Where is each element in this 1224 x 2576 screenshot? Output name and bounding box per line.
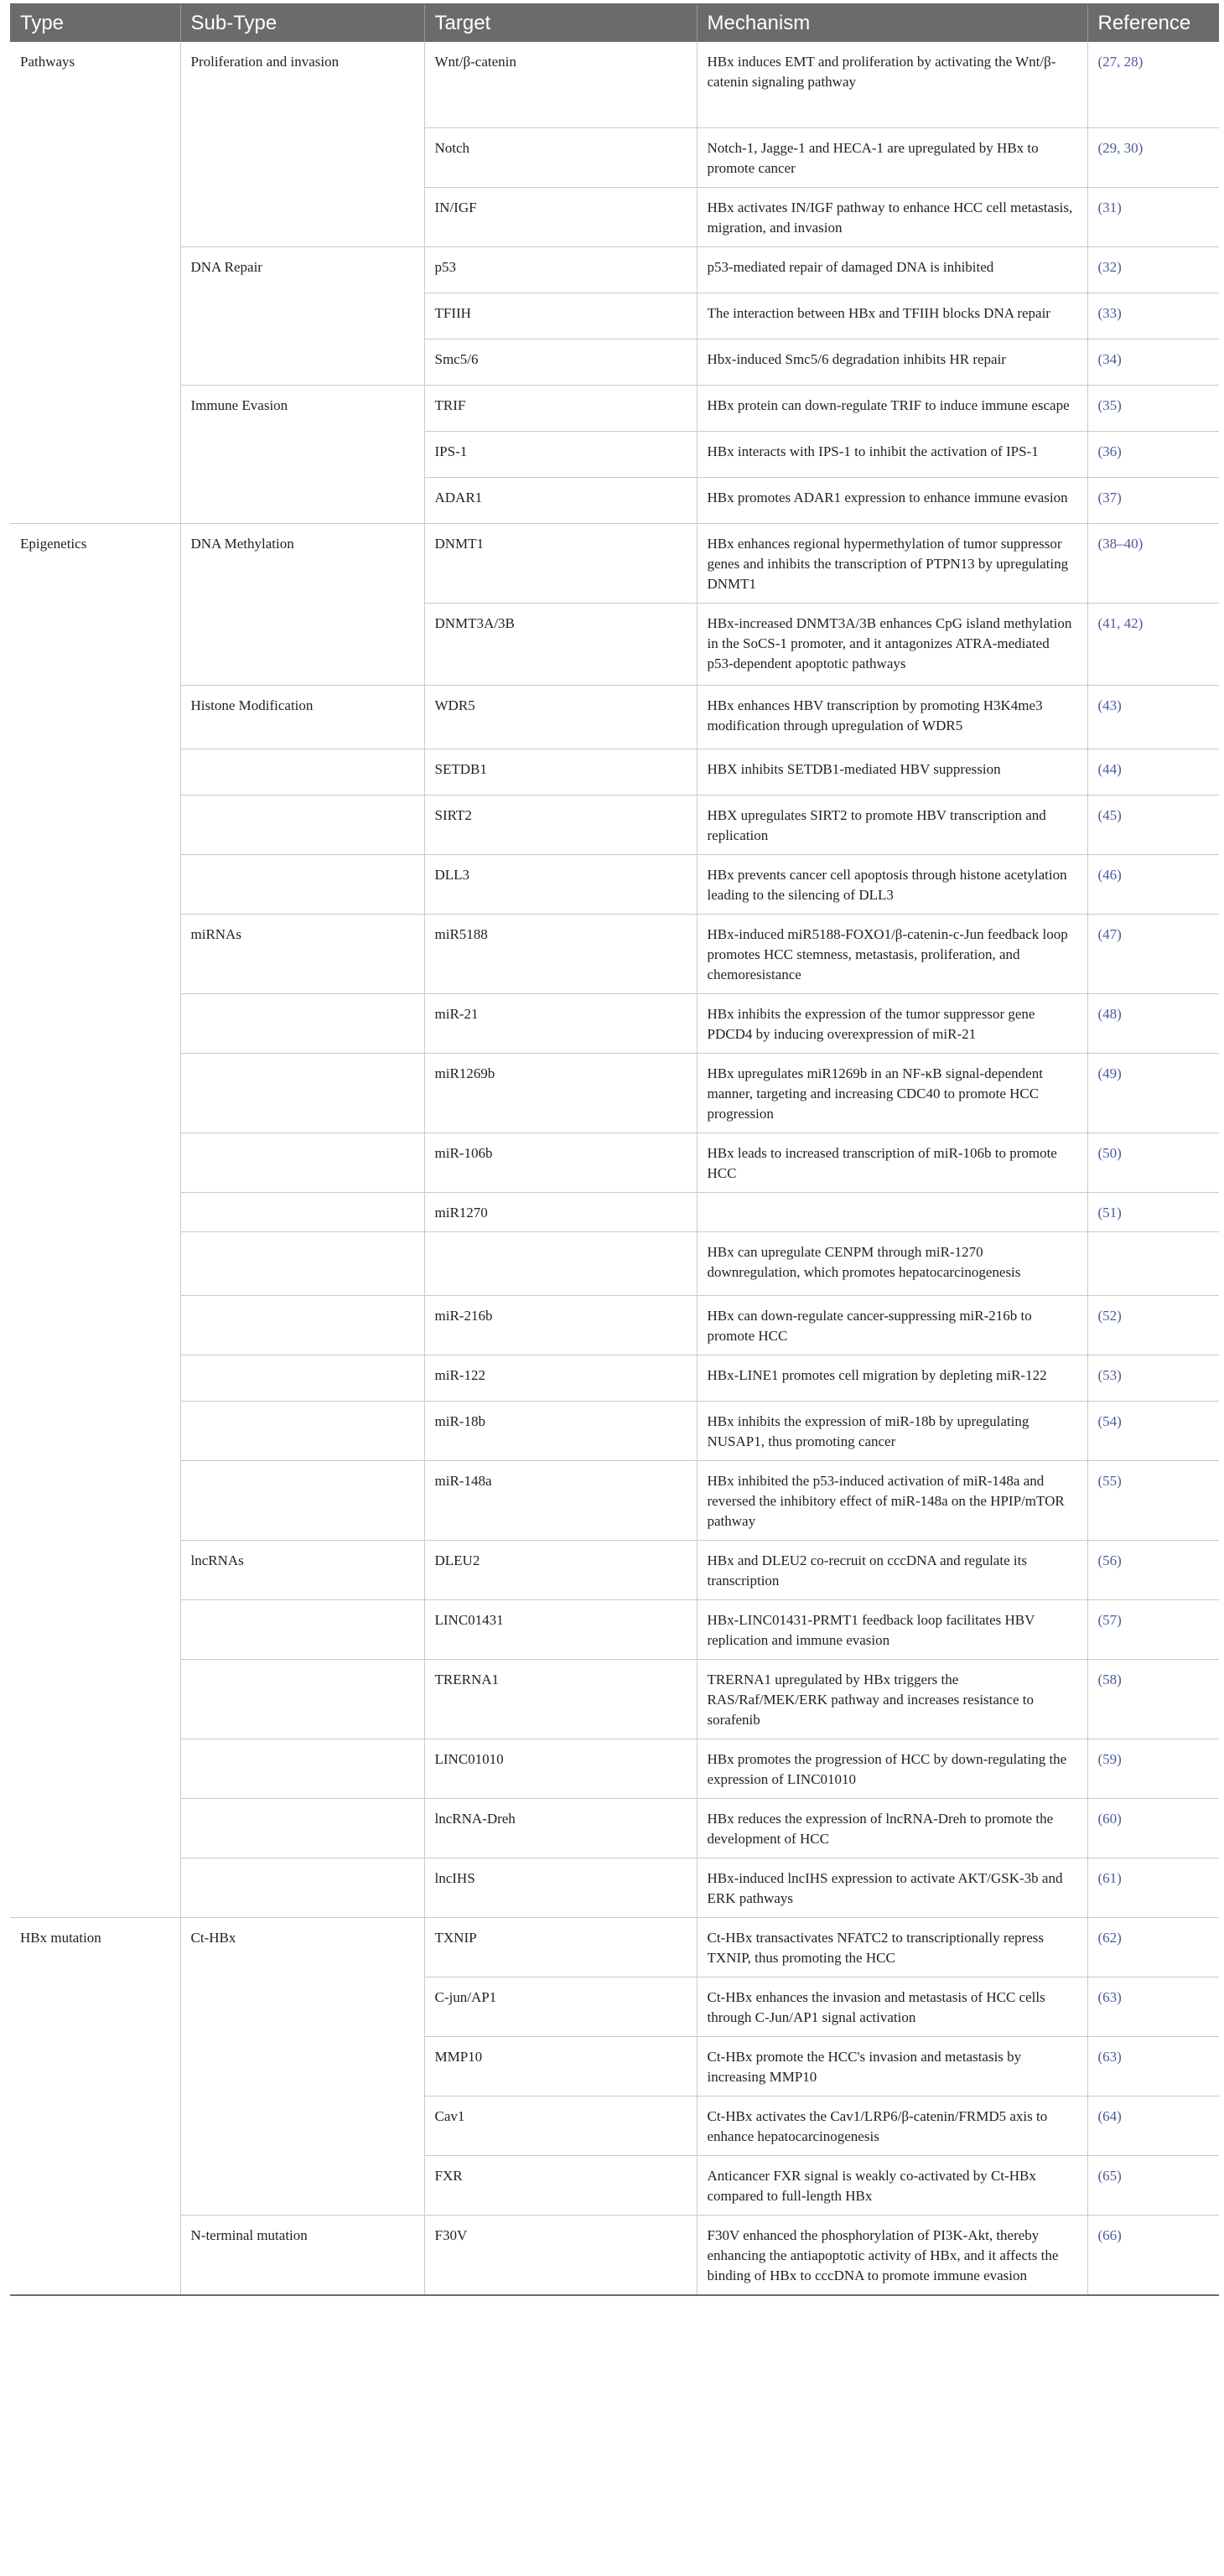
cell-subtype: [180, 854, 424, 914]
cell-target: Cav1: [424, 2096, 697, 2155]
cell-target: IPS-1: [424, 431, 697, 477]
cell-reference[interactable]: (34): [1087, 339, 1219, 385]
cell-reference[interactable]: (45): [1087, 795, 1219, 854]
cell-reference[interactable]: (57): [1087, 1599, 1219, 1659]
cell-subtype: [180, 1295, 424, 1355]
cell-subtype: DNA Repair: [180, 246, 424, 293]
table-row: [10, 1295, 1219, 1355]
cell-subtype: Histone Modification: [180, 685, 424, 749]
cell-target: TRERNA1: [424, 1659, 697, 1739]
table-row: [10, 1460, 1219, 1540]
cell-reference[interactable]: (38–40): [1087, 523, 1219, 603]
cell-reference[interactable]: (27, 28): [1087, 42, 1219, 127]
cell-mechanism: HBx leads to increased transcription of miR-106b to promote HCC: [697, 1133, 1087, 1192]
table-row: [10, 2036, 1219, 2096]
cell-subtype: N-terminal mutation: [180, 2215, 424, 2295]
cell-target: DNMT1: [424, 523, 697, 603]
cell-subtype: Proliferation and invasion: [180, 42, 424, 127]
cell-target: TRIF: [424, 385, 697, 431]
cell-type: [10, 293, 180, 339]
cell-mechanism: HBX inhibits SETDB1-mediated HBV suppression: [697, 749, 1087, 795]
cell-target: miR-18b: [424, 1401, 697, 1460]
cell-target: p53: [424, 246, 697, 293]
cell-type: [10, 1295, 180, 1355]
cell-subtype: [180, 1355, 424, 1401]
table-row: [10, 246, 1219, 293]
cell-mechanism: Hbx-induced Smc5/6 degradation inhibits HR repair: [697, 339, 1087, 385]
cell-type: Pathways: [20, 54, 75, 70]
cell-target: miR-216b: [424, 1295, 697, 1355]
cell-subtype: DNA Methylation: [180, 523, 424, 603]
cell-type: [10, 914, 180, 993]
cell-reference[interactable]: (61): [1087, 1858, 1219, 1917]
cell-reference[interactable]: (59): [1087, 1739, 1219, 1798]
table-row: [10, 1858, 1219, 1917]
cell-mechanism: Ct-HBx enhances the invasion and metastasis of HCC cells through C-Jun/AP1 signal activation: [697, 1977, 1087, 2036]
table-row: [10, 603, 1219, 685]
cell-mechanism: Ct-HBx activates the Cav1/LRP6/β-catenin/FRMD5 axis to enhance hepatocarcinogenesis: [697, 2096, 1087, 2155]
cell-mechanism: HBx protein can down-regulate TRIF to induce immune escape: [697, 385, 1087, 431]
cell-reference: [1087, 1231, 1219, 1295]
cell-mechanism: F30V enhanced the phosphorylation of PI3K-Akt, thereby enhancing the antiapoptotic activity of HBx, and it affects the binding of HBx to cccDNA to promote immune evasion: [697, 2215, 1087, 2295]
cell-type: [10, 431, 180, 477]
cell-target: TFIIH: [424, 293, 697, 339]
table-row: [10, 1659, 1219, 1739]
cell-mechanism: HBx prevents cancer cell apoptosis through histone acetylation leading to the silencing of DLL3: [697, 854, 1087, 914]
cell-mechanism: The interaction between HBx and TFIIH blocks DNA repair: [697, 293, 1087, 339]
cell-type: [10, 1739, 180, 1798]
cell-subtype: Immune Evasion: [180, 385, 424, 431]
cell-type: [10, 1192, 180, 1231]
cell-reference[interactable]: (58): [1087, 1659, 1219, 1739]
cell-reference[interactable]: (41, 42): [1087, 603, 1219, 685]
cell-type: [10, 993, 180, 1053]
cell-reference[interactable]: (54): [1087, 1401, 1219, 1460]
cell-target: SIRT2: [424, 795, 697, 854]
cell-subtype: [180, 1599, 424, 1659]
cell-target: MMP10: [424, 2036, 697, 2096]
cell-subtype: Ct-HBx: [180, 1917, 424, 1977]
cell-subtype: [180, 603, 424, 685]
cell-subtype: [180, 127, 424, 187]
cell-mechanism: Ct-HBx promote the HCC's invasion and metastasis by increasing MMP10: [697, 2036, 1087, 2096]
cell-type: [10, 1355, 180, 1401]
table-row: [10, 431, 1219, 477]
cell-target: ADAR1: [424, 477, 697, 523]
table-row: [10, 1053, 1219, 1133]
cell-type: HBx mutation: [20, 1929, 101, 1946]
cell-type: [10, 385, 180, 431]
cell-target: miR-106b: [424, 1133, 697, 1192]
table-row: [10, 749, 1219, 795]
cell-subtype: [180, 1858, 424, 1917]
cell-mechanism: HBx interacts with IPS-1 to inhibit the activation of IPS-1: [697, 431, 1087, 477]
cell-mechanism: HBx promotes the progression of HCC by down-regulating the expression of LINC01010: [697, 1739, 1087, 1798]
cell-subtype: [180, 339, 424, 385]
cell-reference[interactable]: (29, 30): [1087, 127, 1219, 187]
cell-mechanism: HBx inhibited the p53-induced activation of miR-148a and reversed the inhibitory effect of miR-148a on the HPIP/mTOR pathway: [697, 1460, 1087, 1540]
cell-subtype: [180, 993, 424, 1053]
table-row: [10, 477, 1219, 523]
cell-target: LINC01010: [424, 1739, 697, 1798]
cell-type: Epigenetics: [20, 535, 87, 552]
cell-reference[interactable]: (51): [1087, 1192, 1219, 1231]
cell-type: [10, 1977, 180, 2036]
cell-mechanism: HBx can down-regulate cancer-suppressing miR-216b to promote HCC: [697, 1295, 1087, 1355]
cell-mechanism: HBx upregulates miR1269b in an NF-κB signal-dependent manner, targeting and increasing CDC40 to promote HCC progression: [697, 1053, 1087, 1133]
table-row: [10, 1401, 1219, 1460]
table-row: [10, 1231, 1219, 1295]
cell-mechanism: HBx can upregulate CENPM through miR-1270 downregulation, which promotes hepatocarcinogenesis: [697, 1231, 1087, 1295]
cell-reference[interactable]: (63): [1087, 2036, 1219, 2096]
cell-mechanism: HBx-increased DNMT3A/3B enhances CpG island methylation in the SoCS-1 promoter, and it antagonizes ATRA-mediated p53-dependent apoptotic pathways: [697, 603, 1087, 685]
cell-reference[interactable]: (49): [1087, 1053, 1219, 1133]
cell-mechanism: HBx inhibits the expression of miR-18b by upregulating NUSAP1, thus promoting cancer: [697, 1401, 1087, 1460]
cell-mechanism: Ct-HBx transactivates NFATC2 to transcriptionally repress TXNIP, thus promoting the HCC: [697, 1917, 1087, 1977]
cell-target: C-jun/AP1: [424, 1977, 697, 2036]
cell-reference[interactable]: (55): [1087, 1460, 1219, 1540]
cell-reference[interactable]: (60): [1087, 1798, 1219, 1858]
cell-type: [10, 1540, 180, 1599]
cell-reference[interactable]: (66): [1087, 2215, 1219, 2295]
cell-type: [10, 2215, 180, 2295]
table-row: [10, 1133, 1219, 1192]
cell-reference[interactable]: (62): [1087, 1917, 1219, 1977]
cell-subtype: [180, 2096, 424, 2155]
cell-mechanism: TRERNA1 upregulated by HBx triggers the RAS/Raf/MEK/ERK pathway and increases resistance to sorafenib: [697, 1659, 1087, 1739]
cell-reference[interactable]: (53): [1087, 1355, 1219, 1401]
cell-target: IN/IGF: [424, 187, 697, 246]
cell-type: [10, 1460, 180, 1540]
cell-subtype: [180, 1460, 424, 1540]
cell-type: [10, 127, 180, 187]
cell-subtype: miRNAs: [180, 914, 424, 993]
cell-mechanism: HBx promotes ADAR1 expression to enhance immune evasion: [697, 477, 1087, 523]
cell-subtype: [180, 1401, 424, 1460]
table-row: [10, 1977, 1219, 2036]
cell-reference[interactable]: (56): [1087, 1540, 1219, 1599]
cell-subtype: [180, 2036, 424, 2096]
cell-target: [424, 1231, 697, 1295]
cell-target: miR-21: [424, 993, 697, 1053]
cell-mechanism: HBx-LINC01431-PRMT1 feedback loop facilitates HBV replication and immune evasion: [697, 1599, 1087, 1659]
cell-reference[interactable]: (44): [1087, 749, 1219, 795]
cell-reference[interactable]: (31): [1087, 187, 1219, 246]
cell-mechanism: HBx induces EMT and proliferation by activating the Wnt/β-catenin signaling pathway: [697, 42, 1087, 127]
cell-mechanism: HBx inhibits the expression of the tumor suppressor gene PDCD4 by inducing overexpression of miR-21: [697, 993, 1087, 1053]
cell-type: [10, 246, 180, 293]
cell-target: SETDB1: [424, 749, 697, 795]
cell-mechanism: HBx-LINE1 promotes cell migration by depleting miR-122: [697, 1355, 1087, 1401]
cell-target: Notch: [424, 127, 697, 187]
table-row: [10, 2155, 1219, 2215]
cell-subtype: [180, 477, 424, 523]
cell-reference[interactable]: (33): [1087, 293, 1219, 339]
cell-type: [10, 1231, 180, 1295]
table-row: [10, 385, 1219, 431]
cell-target: DLEU2: [424, 1540, 697, 1599]
header-subtype: Sub-Type: [180, 5, 424, 42]
cell-reference[interactable]: (35): [1087, 385, 1219, 431]
cell-mechanism: [697, 1192, 1087, 1231]
cell-reference[interactable]: (46): [1087, 854, 1219, 914]
cell-subtype: [180, 1133, 424, 1192]
cell-subtype: [180, 795, 424, 854]
table-row: [10, 914, 1219, 993]
cell-subtype: [180, 1977, 424, 2036]
table-header-row: [10, 5, 1219, 42]
cell-type: [10, 2155, 180, 2215]
cell-mechanism: HBx-induced miR5188-FOXO1/β-catenin-c-Jun feedback loop promotes HCC stemness, metastasis, proliferation, and chemoresistance: [697, 914, 1087, 993]
cell-mechanism: HBx enhances HBV transcription by promoting H3K4me3 modification through upregulation of WDR5: [697, 685, 1087, 749]
cell-type: [10, 1133, 180, 1192]
cell-subtype: [180, 1798, 424, 1858]
cell-subtype: [180, 2155, 424, 2215]
table-row: [10, 187, 1219, 246]
header-mechanism: Mechanism: [697, 5, 1087, 42]
table-row: [10, 1355, 1219, 1401]
cell-type: [10, 1659, 180, 1739]
cell-subtype: [180, 187, 424, 246]
cell-reference[interactable]: (52): [1087, 1295, 1219, 1355]
table-row: [10, 1739, 1219, 1798]
cell-type: [10, 603, 180, 685]
cell-mechanism: HBx reduces the expression of lncRNA-Dreh to promote the development of HCC: [697, 1798, 1087, 1858]
table-row: [10, 42, 1219, 127]
cell-target: F30V: [424, 2215, 697, 2295]
table-row: [10, 1540, 1219, 1599]
cell-subtype: [180, 1231, 424, 1295]
cell-type: [10, 339, 180, 385]
cell-subtype: [180, 1192, 424, 1231]
table-row: [10, 993, 1219, 1053]
cell-type: [10, 685, 180, 749]
cell-mechanism: HBX upregulates SIRT2 to promote HBV transcription and replication: [697, 795, 1087, 854]
cell-type: [10, 2036, 180, 2096]
cell-target: miR-122: [424, 1355, 697, 1401]
cell-type: [10, 749, 180, 795]
cell-mechanism: HBx and DLEU2 co-recruit on cccDNA and regulate its transcription: [697, 1540, 1087, 1599]
cell-reference[interactable]: (47): [1087, 914, 1219, 993]
cell-reference[interactable]: (63): [1087, 1977, 1219, 2036]
table-row: [10, 1192, 1219, 1231]
data-table: [10, 5, 1219, 2296]
cell-subtype: lncRNAs: [180, 1540, 424, 1599]
cell-type: [10, 187, 180, 246]
cell-type: [10, 795, 180, 854]
cell-subtype: [180, 749, 424, 795]
cell-reference[interactable]: (64): [1087, 2096, 1219, 2155]
cell-target: lncRNA-Dreh: [424, 1798, 697, 1858]
cell-reference[interactable]: (36): [1087, 431, 1219, 477]
cell-target: FXR: [424, 2155, 697, 2215]
cell-type: [10, 854, 180, 914]
table-row: [10, 1798, 1219, 1858]
cell-mechanism: Notch-1, Jagge-1 and HECA-1 are upregulated by HBx to promote cancer: [697, 127, 1087, 187]
cell-target: Smc5/6: [424, 339, 697, 385]
cell-type: [10, 1858, 180, 1917]
table-row: [10, 1917, 1219, 1977]
cell-type: [10, 1798, 180, 1858]
table-row: [10, 854, 1219, 914]
table-row: [10, 685, 1219, 749]
cell-reference[interactable]: (37): [1087, 477, 1219, 523]
header-target: Target: [424, 5, 697, 42]
cell-reference[interactable]: (65): [1087, 2155, 1219, 2215]
cell-mechanism: HBx activates IN/IGF pathway to enhance HCC cell metastasis, migration, and invasion: [697, 187, 1087, 246]
cell-subtype: [180, 1659, 424, 1739]
cell-target: miR5188: [424, 914, 697, 993]
cell-target: lncIHS: [424, 1858, 697, 1917]
cell-type: [10, 2096, 180, 2155]
cell-target: miR1270: [424, 1192, 697, 1231]
cell-target: LINC01431: [424, 1599, 697, 1659]
cell-target: WDR5: [424, 685, 697, 749]
header-reference: Reference: [1087, 5, 1219, 42]
cell-reference[interactable]: (48): [1087, 993, 1219, 1053]
table-row: [10, 523, 1219, 603]
cell-target: TXNIP: [424, 1917, 697, 1977]
table-row: [10, 127, 1219, 187]
cell-mechanism: HBx-induced lncIHS expression to activate AKT/GSK-3b and ERK pathways: [697, 1858, 1087, 1917]
cell-target: Wnt/β-catenin: [424, 42, 697, 127]
cell-reference[interactable]: (32): [1087, 246, 1219, 293]
cell-target: DLL3: [424, 854, 697, 914]
table-body: [10, 42, 1219, 2295]
cell-type: [10, 1401, 180, 1460]
table-row: [10, 339, 1219, 385]
cell-mechanism: Anticancer FXR signal is weakly co-activated by Ct-HBx compared to full-length HBx: [697, 2155, 1087, 2215]
cell-mechanism: HBx enhances regional hypermethylation of tumor suppressor genes and inhibits the transcription of PTPN13 by upregulating DNMT1: [697, 523, 1087, 603]
cell-subtype: [180, 293, 424, 339]
table-row: [10, 795, 1219, 854]
cell-target: miR-148a: [424, 1460, 697, 1540]
cell-reference[interactable]: (43): [1087, 685, 1219, 749]
cell-type: [10, 477, 180, 523]
cell-type: [10, 1053, 180, 1133]
table-row: [10, 1599, 1219, 1659]
cell-subtype: [180, 431, 424, 477]
table-row: [10, 2096, 1219, 2155]
cell-subtype: [180, 1053, 424, 1133]
cell-mechanism: p53-mediated repair of damaged DNA is inhibited: [697, 246, 1087, 293]
table-row: [10, 293, 1219, 339]
cell-reference[interactable]: (50): [1087, 1133, 1219, 1192]
cell-type: [10, 1599, 180, 1659]
table-row: [10, 2215, 1219, 2295]
cell-target: DNMT3A/3B: [424, 603, 697, 685]
header-type: Type: [10, 5, 180, 42]
cell-target: miR1269b: [424, 1053, 697, 1133]
cell-subtype: [180, 1739, 424, 1798]
